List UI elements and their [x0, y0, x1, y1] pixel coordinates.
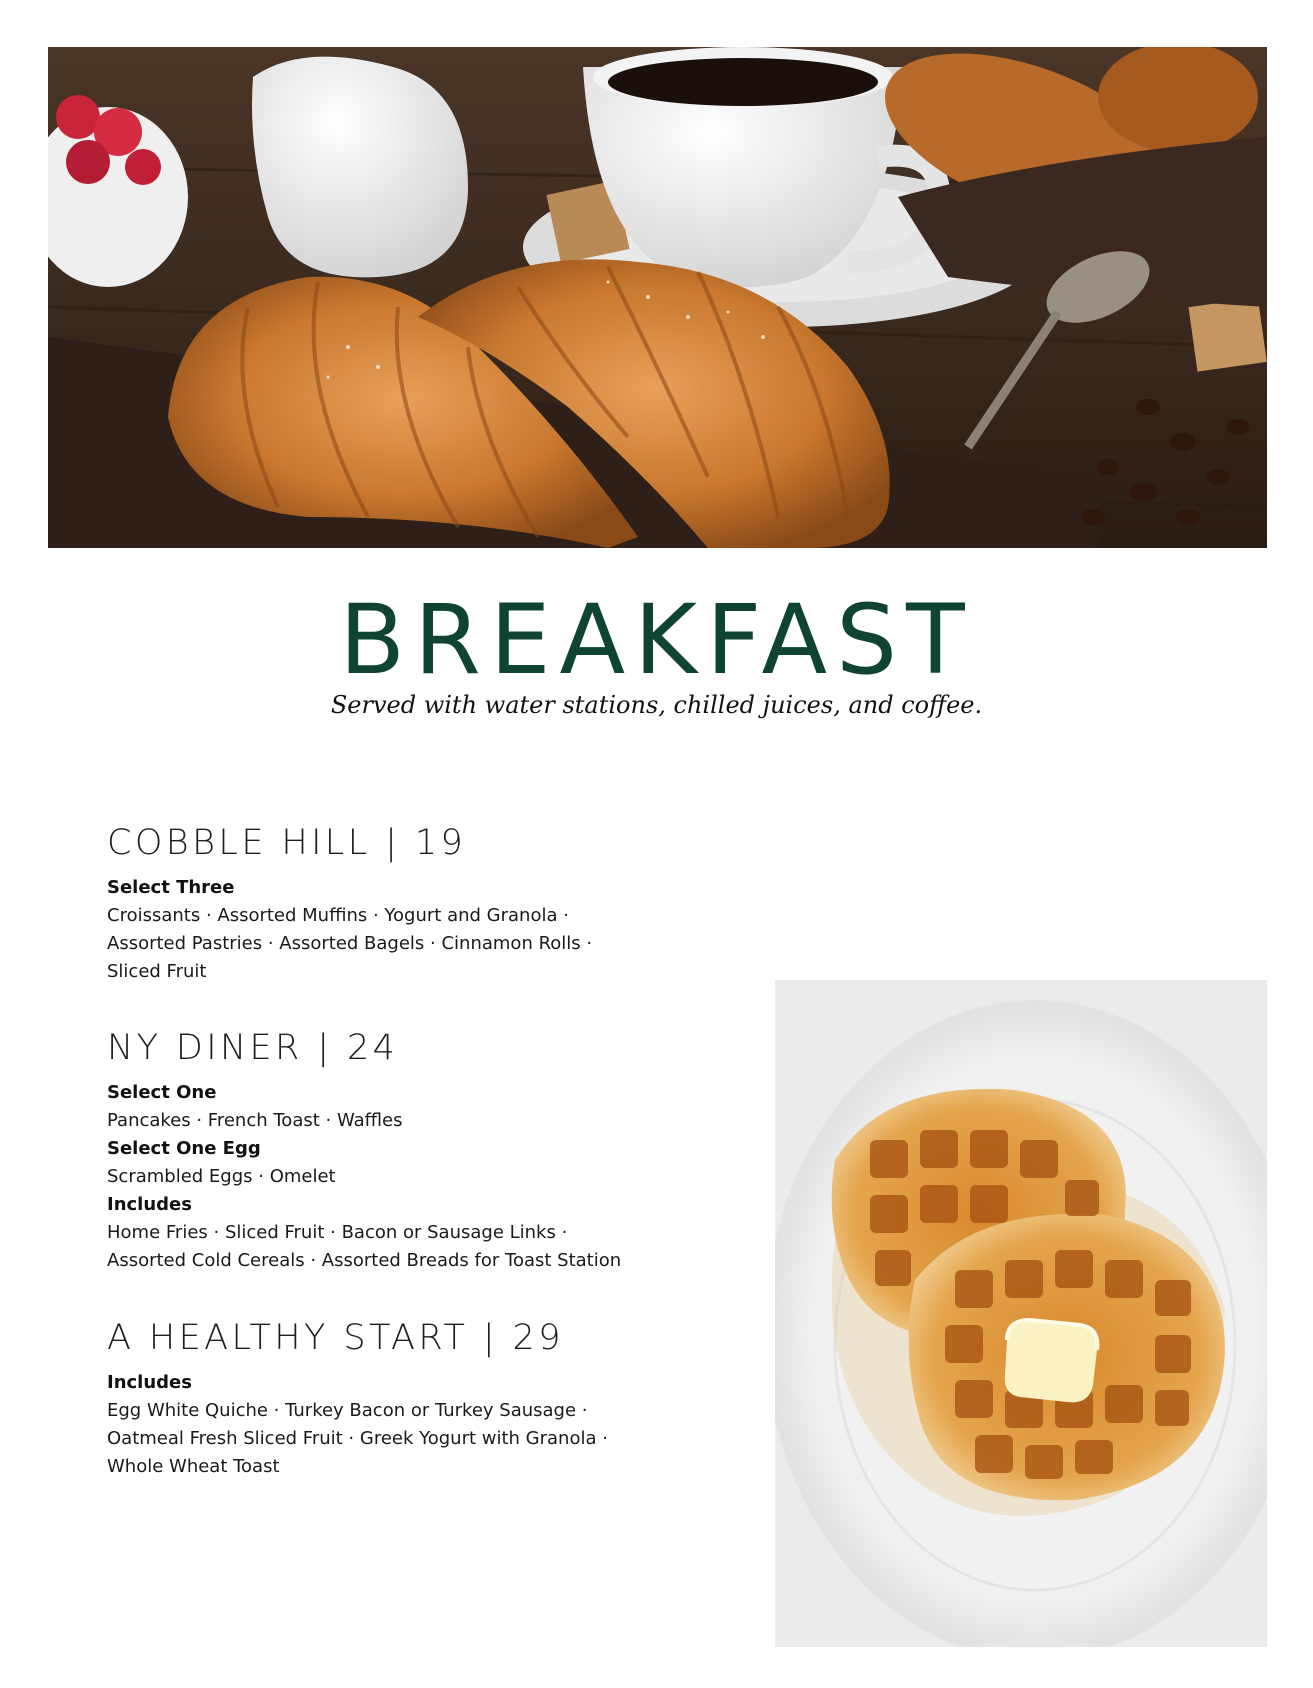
page-title: BREAKFAST	[339, 584, 974, 696]
option-label: Select One Egg	[107, 1138, 261, 1159]
menu-section-a-healthy-start	[107, 1315, 707, 1481]
option-items-line: Assorted Cold Cereals · Assorted Breads for Toast Station	[107, 1250, 622, 1271]
option-items-line: Assorted Pastries · Assorted Bagels · Cinnamon Rolls ·	[107, 933, 593, 954]
menu-section-cobble-hill	[107, 820, 707, 986]
option-label: Includes	[107, 1372, 192, 1393]
option-items-line: Home Fries · Sliced Fruit · Bacon or Sausage Links ·	[107, 1222, 568, 1243]
option-items-line: Scrambled Eggs · Omelet	[107, 1166, 336, 1187]
option-label: Includes	[107, 1194, 192, 1215]
waffles-plate-image	[775, 980, 1267, 1647]
option-label: Select One	[107, 1082, 217, 1103]
hero-photo-croissants-coffee	[48, 47, 1267, 548]
section-title: COBBLE HILL | 19	[107, 823, 467, 863]
section-title: A HEALTHY START | 29	[107, 1318, 564, 1358]
option-items-line: Whole Wheat Toast	[107, 1456, 280, 1477]
option-label: Select Three	[107, 877, 235, 898]
menu-section-ny-diner	[107, 1025, 707, 1275]
option-items-line: Sliced Fruit	[107, 961, 207, 982]
croissants-coffee-image	[48, 47, 1267, 548]
option-items-line: Pancakes · French Toast · Waffles	[107, 1110, 403, 1131]
waffles-photo	[775, 980, 1267, 1647]
section-title: NY DINER | 24	[107, 1028, 399, 1068]
option-items-line: Egg White Quiche · Turkey Bacon or Turkey Sausage ·	[107, 1400, 588, 1421]
option-items-line: Croissants · Assorted Muffins · Yogurt and Granola ·	[107, 905, 569, 926]
option-items-line: Oatmeal Fresh Sliced Fruit · Greek Yogurt with Granola ·	[107, 1428, 608, 1449]
page-subtitle: Served with water stations, chilled juices, and coffee.	[330, 691, 983, 719]
